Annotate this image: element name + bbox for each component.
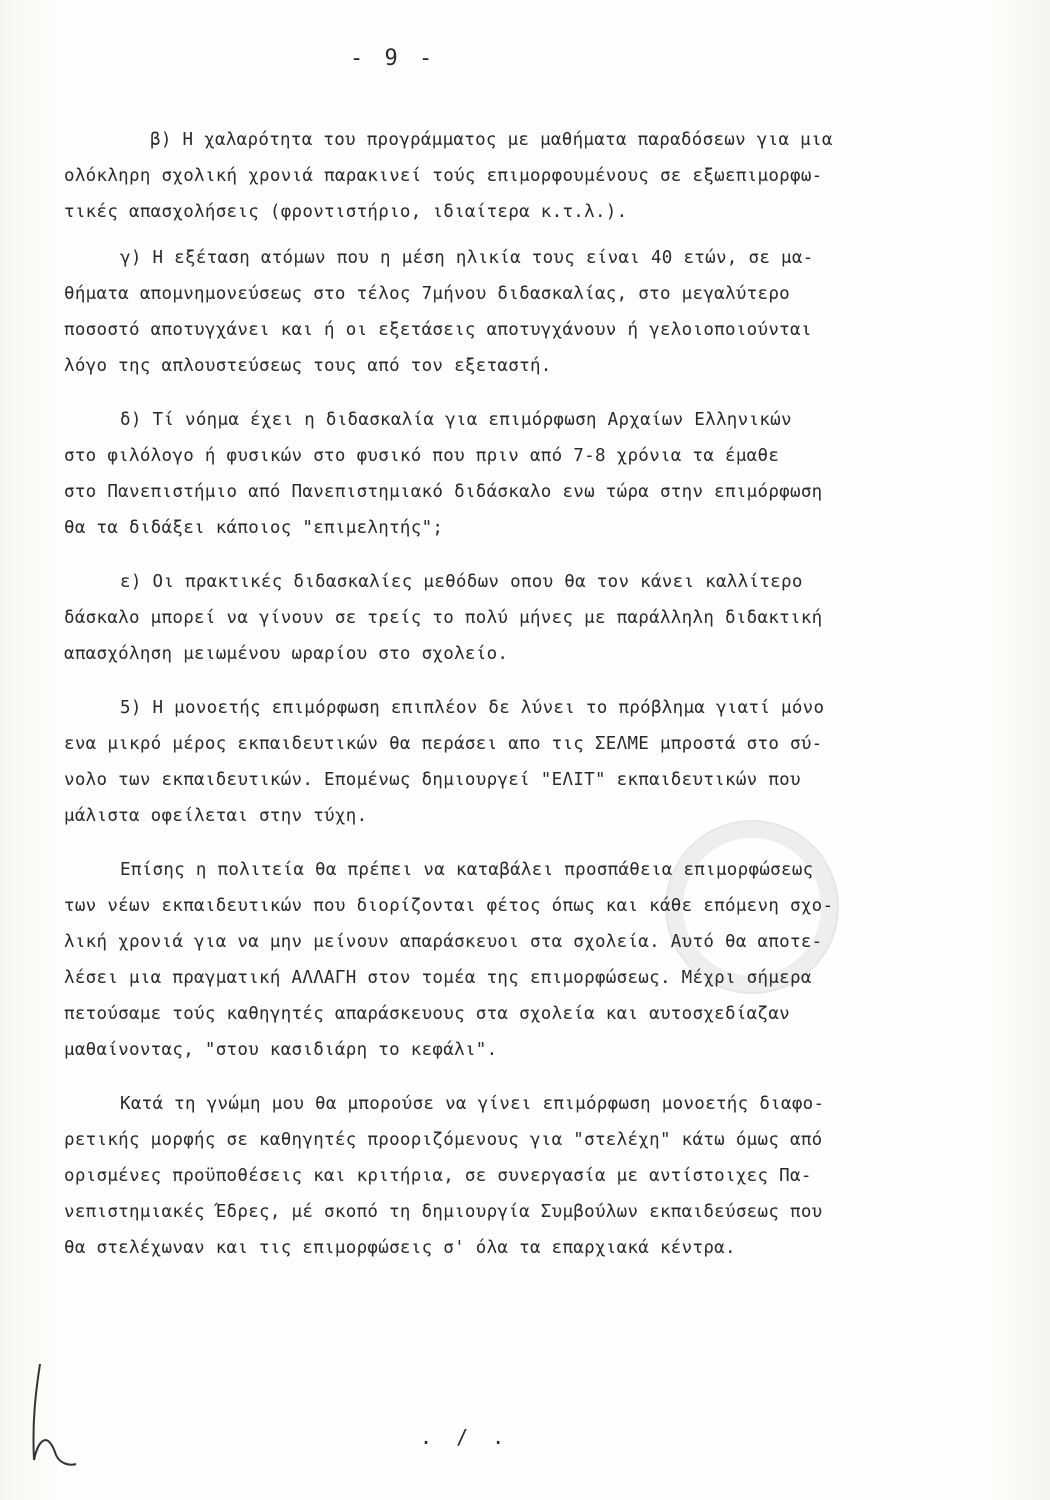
text-line: θα τα διδάξει κάποιος "επιμελητής"; [64, 518, 444, 538]
text-line: των νέων εκπαιδευτικών που διορίζονται φέτος όπως και κάθε επόμενη σχο- [64, 896, 834, 916]
text-line: νεπιστημιακές Έδρες, μέ σκοπό τη δημιουργία Συμβούλων εκπαιδεύσεως που [64, 1202, 823, 1222]
text-line: απασχόληση μειωμένου ωραρίου στο σχολείο. [64, 644, 509, 664]
document-body [64, 122, 1014, 1266]
text-line: λική χρονιά για να μην μείνουν απαράσκευοι στα σχολεία. Αυτό θα αποτε- [64, 932, 823, 952]
text-line: ρετικής μορφής σε καθηγητές προοριζόμενους για "στελέχη" κάτω όμως από [64, 1130, 823, 1150]
continuation-mark: . / . [420, 1425, 511, 1449]
text-line: 5) Η μονοετής επιμόρφωση επιπλέον δε λύνει το πρόβλημα γιατί μόνο [120, 698, 825, 718]
text-line: μαθαίνοντας, "στου κασιδιάρη το κεφάλι". [64, 1040, 498, 1060]
text-line: ολόκληρη σχολική χρονιά παρακινεί τούς επιμορφουμένους σε εξωεπιμορφω- [64, 166, 823, 186]
text-line: νολο των εκπαιδευτικών. Επομένως δημιουργεί "ΕΛΙΤ" εκπαιδευτικών που [64, 770, 801, 790]
signature-mark [18, 1360, 78, 1470]
page-number: - 9 - [350, 46, 437, 71]
text-line: Κατά τη γνώμη μου θα μπορούσε να γίνει επιμόρφωση μονοετής διαφο- [120, 1094, 825, 1114]
text-line: β) Η χαλαρότητα του προγράμματος με μαθήματα παραδόσεων για μια [150, 130, 833, 150]
text-line: δ) Τί νόημα έχει η διδασκαλία για επιμόρφωση Αρχαίων Ελληνικών [120, 410, 792, 430]
text-line: ποσοστό αποτυγχάνει και ή οι εξετάσεις αποτυγχάνουν ή γελοιοποιούνται [64, 320, 812, 340]
text-line: λέσει μια πραγματική ΑΛΛΑΓΗ στον τομέα της επιμορφώσεως. Μέχρι σήμερα [64, 968, 812, 988]
text-line: δάσκαλο μπορεί να γίνουν σε τρείς το πολύ μήνες με παράλληλη διδακτική [64, 608, 823, 628]
text-line: θήματα απομνημονεύσεως στο τέλος 7μήνου διδασκαλίας, στο μεγαλύτερο [64, 284, 791, 304]
text-line: ορισμένες προϋποθέσεις και κριτήρια, σε συνεργασία με αντίστοιχες Πα- [64, 1166, 812, 1186]
text-line: γ) Η εξέταση ατόμων που η μέση ηλικία τους είναι 40 ετών, σε μα- [120, 248, 814, 268]
text-line: Επίσης η πολιτεία θα πρέπει να καταβάλει προσπάθεια επιμορφώσεως [120, 860, 814, 880]
text-line: ε) Οι πρακτικές διδασκαλίες μεθόδων οπου θα τον κάνει καλλίτερο [120, 572, 803, 592]
text-line: μάλιστα οφείλεται στην τύχη. [64, 806, 368, 826]
text-line: πετούσαμε τούς καθηγητές απαράσκευους στα σχολεία και αυτοσχεδίαζαν [64, 1004, 791, 1024]
text-line: τικές απασχολήσεις (φροντιστήριο, ιδιαίτερα κ.τ.λ.). [64, 202, 628, 222]
text-line: ενα μικρό μέρος εκπαιδευτικών θα περάσει απο τις ΣΕΛΜΕ μπροστά στο σύ- [64, 734, 823, 754]
text-line: θα στελέχωναν και τις επιμορφώσεις σ' όλα τα επαρχιακά κέντρα. [64, 1238, 736, 1258]
text-line: λόγο της απλουστεύσεως τους από τον εξεταστή. [64, 356, 552, 376]
text-line: στο φιλόλογο ή φυσικών στο φυσικό που πριν από 7-8 χρόνια τα έμαθε [64, 446, 780, 466]
text-line: στο Πανεπιστήμιο από Πανεπιστημιακό διδάσκαλο ενω τώρα στην επιμόρφωση [64, 482, 823, 502]
